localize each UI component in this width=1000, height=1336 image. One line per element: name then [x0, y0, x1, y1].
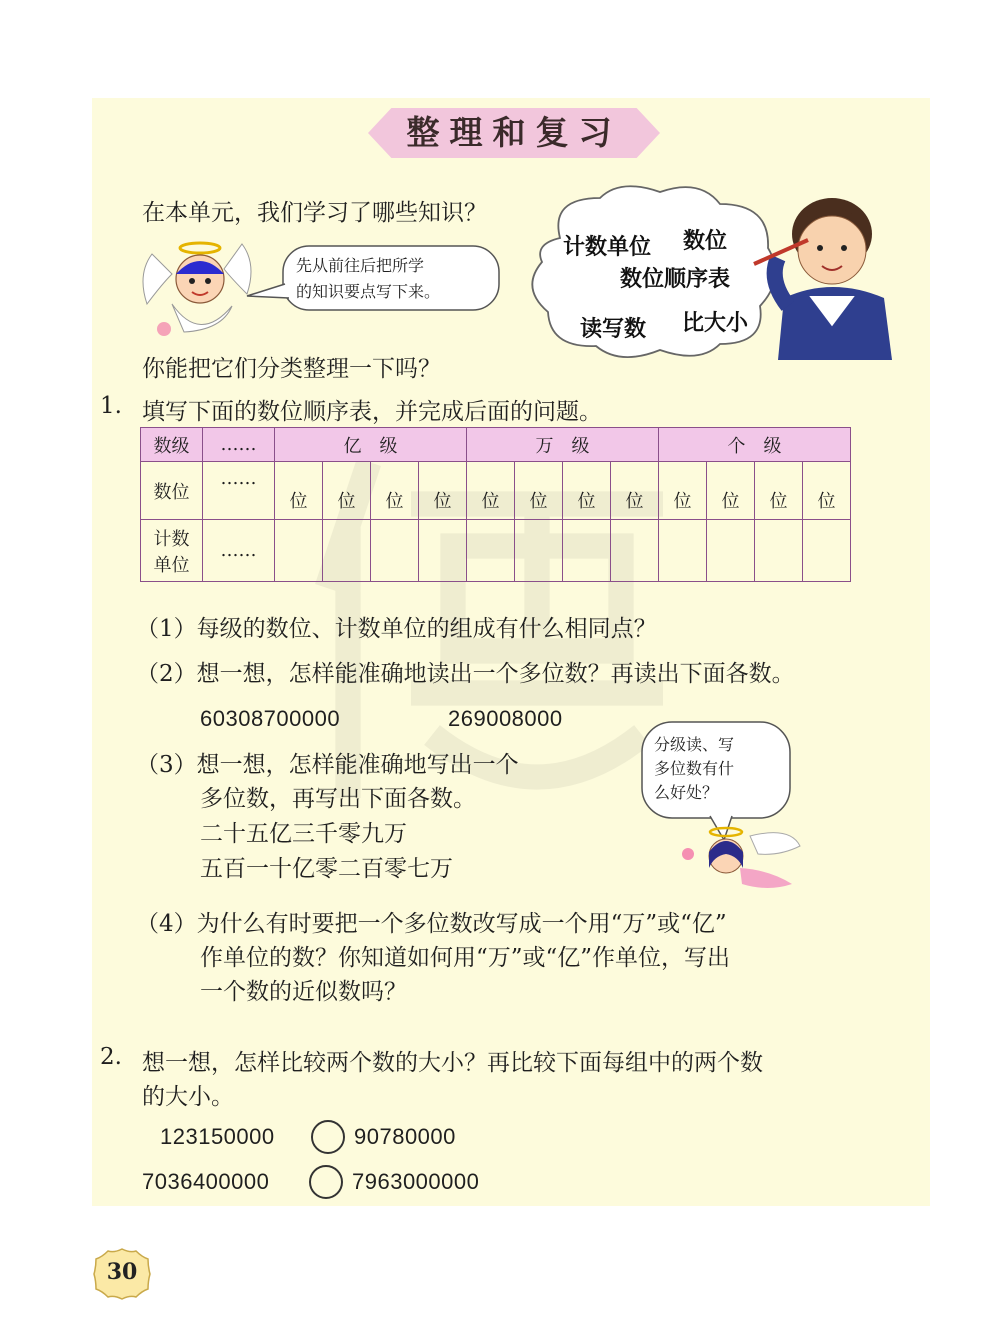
compare-1-answer-circle[interactable]	[311, 1120, 345, 1154]
angel-tip-line-1: 先从前往后把所学	[296, 256, 425, 275]
unit-cell[interactable]	[275, 520, 323, 582]
q2-line1: 想一想，怎样比较两个数的大小？再比较下面每组中的两个数	[142, 1050, 763, 1076]
compare-1-right: 90780000	[354, 1124, 456, 1149]
write-number-1: 二十五亿三千零九万	[200, 821, 407, 847]
unit-cell[interactable]	[755, 520, 803, 582]
girl-tip-line-1: 分级读、写	[654, 735, 735, 754]
unit-cell[interactable]	[419, 520, 467, 582]
unit-cell[interactable]	[323, 520, 371, 582]
angel-girl-illustration	[680, 826, 810, 894]
read-number-2: 269008000	[448, 706, 563, 731]
q1-sub3-line2: 多位数，再写出下面各数。	[200, 786, 476, 812]
counting-unit-line-1: 计数	[153, 528, 190, 550]
level-ge: 个 级	[659, 428, 851, 462]
q1-sub1: （1）每级的数位、计数单位的组成有什么相同点？	[136, 616, 657, 642]
place-cell[interactable]: 位	[803, 462, 851, 520]
compare-2-right: 7963000000	[352, 1169, 480, 1194]
level-ellipsis: ……	[203, 428, 275, 462]
thought-item-place: 数位	[683, 229, 728, 254]
thought-item-place-table: 数位顺序表	[620, 267, 731, 292]
thought-item-read-write: 读写数	[580, 317, 647, 342]
row-header-place: 数位	[141, 462, 203, 520]
counting-unit-line-2: 单位	[153, 554, 190, 576]
thought-item-compare: 比大小	[682, 311, 749, 336]
compare-2-answer-circle[interactable]	[309, 1165, 343, 1199]
unit-cell[interactable]	[467, 520, 515, 582]
girl-tip-line-3: 么好处？	[654, 783, 719, 802]
thought-item-counting-unit: 计数单位	[563, 235, 652, 260]
place-cell[interactable]: 位	[611, 462, 659, 520]
place-ellipsis: ……	[203, 462, 275, 520]
q1-number: 1.	[100, 393, 122, 419]
unit-cell[interactable]	[707, 520, 755, 582]
level-wan: 万 级	[467, 428, 659, 462]
q1-sub4-line1: （4）为什么有时要把一个多位数改写成一个用“万”或“亿”	[136, 911, 727, 937]
place-cell[interactable]: 位	[659, 462, 707, 520]
place-cell[interactable]: 位	[371, 462, 419, 520]
intro-question: 在本单元，我们学习了哪些知识？	[142, 200, 487, 226]
place-cell[interactable]: 位	[755, 462, 803, 520]
place-cell[interactable]: 位	[467, 462, 515, 520]
place-cell[interactable]: 位	[419, 462, 467, 520]
q2-line2: 的大小。	[142, 1084, 234, 1110]
angel-tip-line-2: 的知识要点写下来。	[296, 282, 441, 301]
compare-1-left: 123150000	[160, 1124, 275, 1149]
read-number-1: 60308700000	[200, 706, 341, 731]
unit-ellipsis: ……	[203, 520, 275, 582]
place-value-table	[140, 427, 851, 582]
classify-prompt: 你能把它们分类整理一下吗？	[142, 356, 441, 382]
level-yi: 亿 级	[275, 428, 467, 462]
unit-cell[interactable]	[563, 520, 611, 582]
page-title: 整理和复习	[406, 113, 622, 152]
unit-cell[interactable]	[611, 520, 659, 582]
q1-sub2: （2）想一想，怎样能准确地读出一个多位数？再读出下面各数。	[136, 661, 795, 687]
write-number-2: 五百一十亿零二百零七万	[200, 856, 453, 882]
row-header-counting-unit	[141, 520, 203, 582]
place-cell[interactable]: 位	[563, 462, 611, 520]
boy-illustration	[748, 188, 904, 360]
place-cell[interactable]: 位	[323, 462, 371, 520]
q1-sub4-line3: 一个数的近似数吗？	[200, 979, 407, 1005]
unit-cell[interactable]	[803, 520, 851, 582]
place-cell[interactable]: 位	[275, 462, 323, 520]
place-cell[interactable]: 位	[515, 462, 563, 520]
q2-number: 2.	[100, 1044, 122, 1070]
unit-cell[interactable]	[659, 520, 707, 582]
unit-cell[interactable]	[515, 520, 563, 582]
angel-boy-illustration	[132, 234, 262, 340]
q1-text: 填写下面的数位顺序表，并完成后面的问题。	[142, 399, 602, 425]
unit-cell[interactable]	[371, 520, 419, 582]
girl-tip-line-2: 多位数有什	[654, 759, 735, 778]
place-cell[interactable]: 位	[707, 462, 755, 520]
q1-sub3-line1: （3）想一想，怎样能准确地写出一个	[136, 752, 519, 778]
page-number: 30	[106, 1259, 138, 1285]
compare-2-left: 7036400000	[142, 1169, 270, 1194]
row-header-level: 数级	[141, 428, 203, 462]
q1-sub4-line2: 作单位的数？你知道如何用“万”或“亿”作单位，写出	[200, 945, 731, 971]
